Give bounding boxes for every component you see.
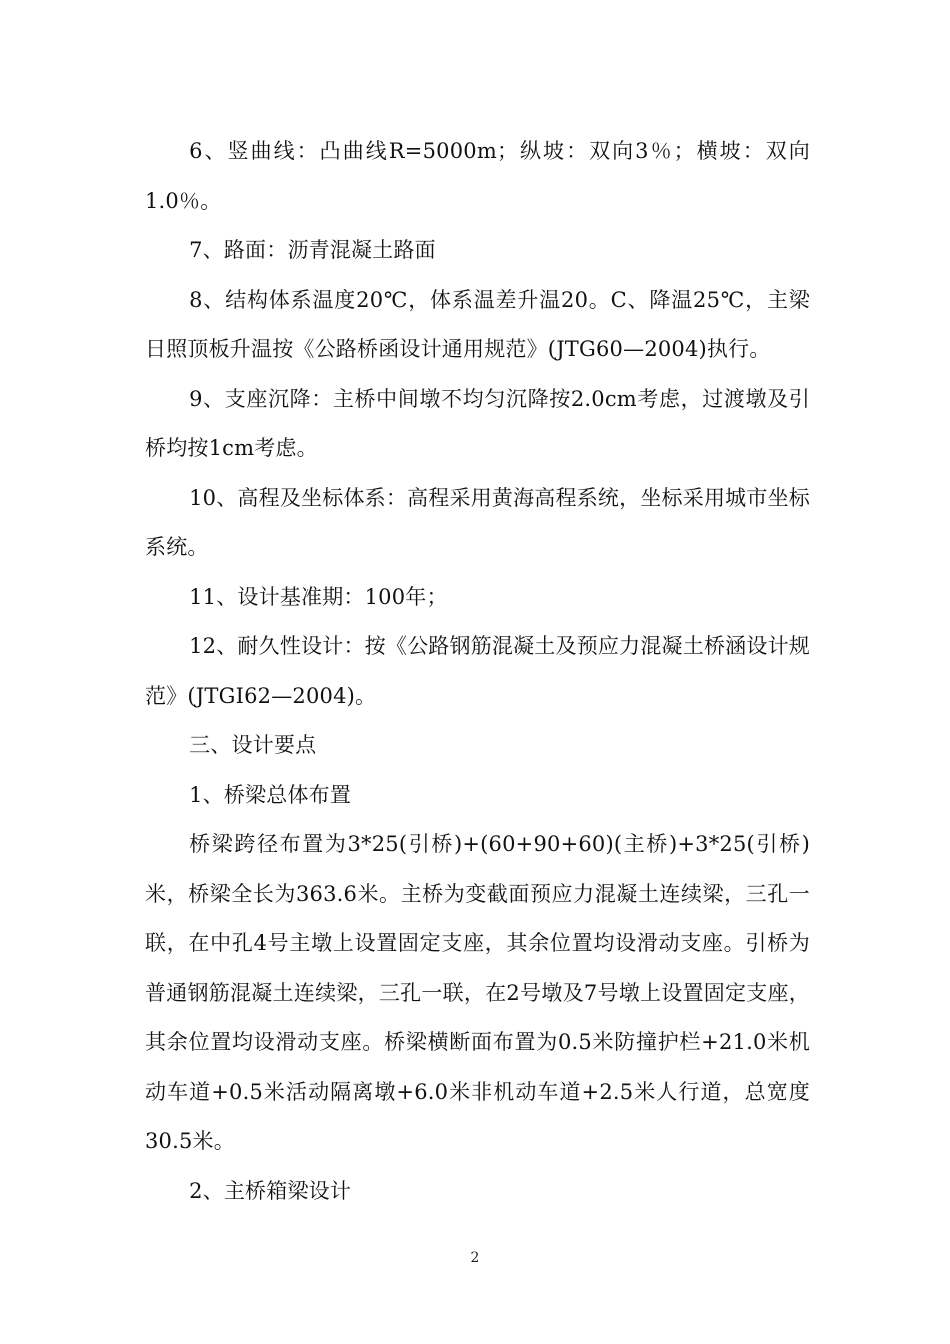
section-heading-design-points: 三、设计要点 xyxy=(189,733,317,757)
subheading-box-girder: 2、主桥箱梁设计 xyxy=(189,1178,352,1203)
paragraph-temperature: 8、结构体系温度20℃，体系温差升温20。C、降温25℃，主梁日照顶板升温按《公路桥函设计通用规范》(JTG60—2004)执行。 xyxy=(145,287,810,361)
paragraph-design-period: 11、设计基准期：100年； xyxy=(189,584,448,609)
page-number: 2 xyxy=(470,1250,480,1266)
paragraph-pavement: 7、路面：沥青混凝土路面 xyxy=(189,238,436,262)
paragraph-span-layout: 桥梁跨径布置为3*25(引桥)+(60+90+60)(主桥)+3*25(引桥)米，桥梁全长为363.6米。主桥为变截面预应力混凝土连续梁，三孔一联，在中孔4号主墩上设置固定支座，其余位置均设滑动支座。引桥为普通钢筋混凝土连续梁，三孔一联，在2号墩及7号墩上设置固定支座，其余位置均设滑动支座。桥梁横断面布置为0.5米防撞护栏+21.0米机动车道+0.5米活动隔离墩+6.0米非机动车道+2.5米人行道，总宽度30.5米。 xyxy=(145,832,810,1153)
document-body xyxy=(145,127,810,1216)
paragraph-support-settlement: 9、支座沉降：主桥中间墩不均匀沉降按2.0cm考虑，过渡墩及引桥均按1cm考虑。 xyxy=(145,386,810,460)
subheading-overall-layout: 1、桥梁总体布置 xyxy=(189,782,352,807)
paragraph-durability: 12、耐久性设计：按《公路钢筋混凝土及预应力混凝土桥涵设计规范》(JTGI62—2004)。 xyxy=(145,634,810,708)
paragraph-vertical-curve: 6、竖曲线：凸曲线R=5000m；纵坡：双向3％；横坡：双向1.0％。 xyxy=(145,139,810,213)
paragraph-elevation-coordinates: 10、高程及坐标体系：高程采用黄海高程系统，坐标采用城市坐标系统。 xyxy=(145,485,810,559)
